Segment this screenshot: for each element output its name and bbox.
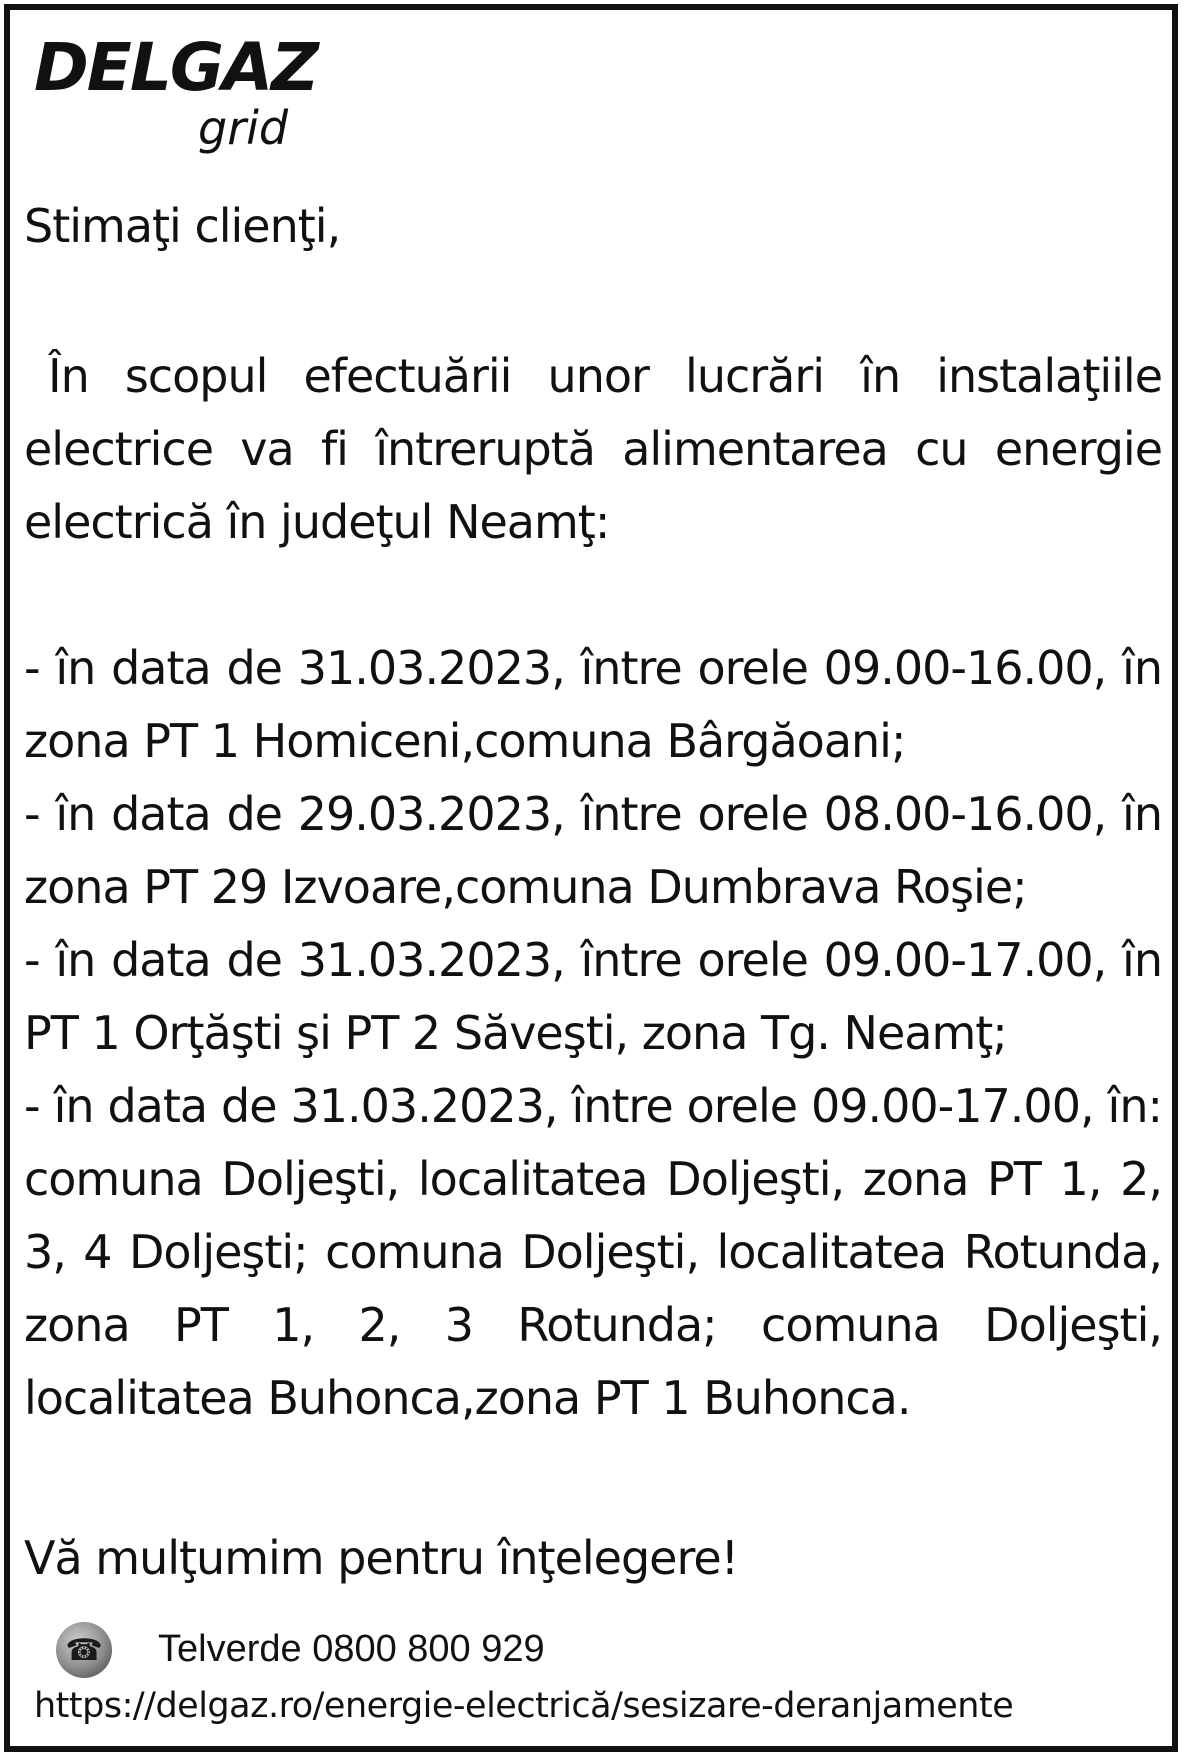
outage-item: - în data de 31.03.2023, între orele 09.00-17.00, în PT 1 Orţăşti şi PT 2 Săveşti, zona Tg. Neamţ; (24, 933, 1162, 1060)
svg-text:grid: grid (198, 101, 289, 155)
telverde-number: Telverde 0800 800 929 (158, 1628, 545, 1670)
telephone-icon: ☎ (56, 1622, 112, 1678)
outage-item: - în data de 29.03.2023, între orele 08.00-16.00, în zona PT 29 Izvoare,comuna Dumbrava Roşie; (24, 787, 1162, 914)
svg-text:DELGAZ: DELGAZ (34, 32, 318, 106)
thanks-line: Vă mulţumim pentru înţelegere! (24, 1531, 739, 1585)
report-url[interactable]: https://delgaz.ro/energie-electrică/sesizare-deranjamente (34, 1686, 1014, 1726)
outage-item: - în data de 31.03.2023, între orele 09.00-17.00, în: comuna Doljeşti, localitatea Doljeşti, zona PT 1, 2, 3, 4 Doljeşti; comuna Doljeşti, localitatea Rotunda, zona PT 1, 2, 3 Rotunda; comuna Doljeşti, localitatea Buhonca,zona PT 1 Buhonca. (24, 1079, 1162, 1425)
outage-item: - în data de 31.03.2023, între orele 09.00-16.00, în zona PT 1 Homiceni,comuna Bârgăoani; (24, 641, 1162, 768)
delgaz-grid-logo (34, 32, 364, 162)
greeting: Stimaţi clienţi, (24, 199, 341, 253)
notice-body (24, 340, 1162, 1435)
intro-paragraph: În scopul efectuării unor lucrări în instalaţiile electrice va fi întreruptă alimentarea cu energie electrică în judeţul Neamţ: (24, 349, 1162, 549)
